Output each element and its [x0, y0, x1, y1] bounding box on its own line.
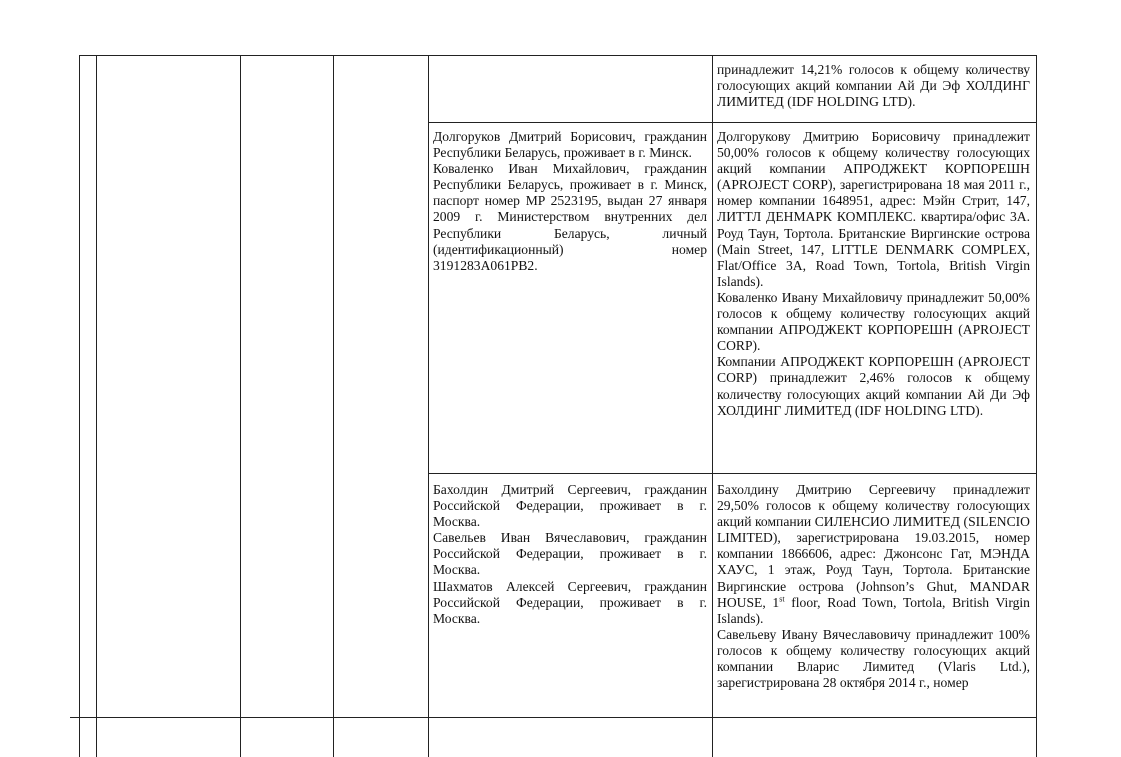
ownership-text: Бахолдину Дмитрию Сергеевичу принадлежит 29,50% голосов к общему количеству голосующих акций компании СИЛЕНСИО ЛИМИТЕД (SILENCIO LIMITED), зарегистрирована 19.03.2015, номер компании 1866606, адрес: Джонсонс Гат, МЭНДА ХАУС, 1 этаж, Роуд Таун, Тортола. Британские Виргинские острова (Johnson’s Ghut, MANDAR HOUSE, 1	[717, 482, 1030, 610]
owners-cell-row-3	[433, 482, 707, 627]
column-line-7	[1036, 55, 1037, 757]
ownership-cell-row-1	[717, 62, 1030, 110]
table-top-border	[79, 55, 1036, 56]
table-bottom-border	[70, 717, 1036, 718]
ownership-paragraph: Компании АПРОДЖЕКТ КОРПОРЕШН (APROJECT CORP) принадлежит 2,46% голосов к общему количеству голосующих акций компании Ай Ди Эф ХОЛДИНГ ЛИМИТЕД (IDF HOLDING LTD).	[717, 354, 1030, 418]
owner-paragraph: Долгоруков Дмитрий Борисович, гражданин Республики Беларусь, проживает в г. Минск.	[433, 129, 707, 161]
column-line-5	[428, 55, 429, 757]
owner-paragraph: Шахматов Алексей Сергеевич, гражданин Российской Федерации, проживает в г. Москва.	[433, 578, 707, 626]
ownership-cell-row-2	[717, 129, 1030, 419]
ownership-paragraph: Коваленко Ивану Михайловичу принадлежит 50,00% голосов к общему количеству голосующих акций компании АПРОДЖЕКТ КОРПОРЕШН (APROJECT CORP).	[717, 289, 1030, 354]
owner-paragraph: Коваленко Иван Михайлович, гражданин Республики Беларусь, проживает в г. Минск, паспорт номер MP 2523195, выдан 27 января 2009 г. Министерством внутренних дел Республики Беларусь, личный (идентификационный) номер 3191283A061PB2.	[433, 161, 707, 273]
owners-cell-row-2	[433, 129, 707, 274]
column-line-6	[712, 55, 713, 757]
column-line-4	[333, 55, 334, 757]
ownership-paragraph: Савельеву Ивану Вячеславовичу принадлежит 100% голосов к общему количеству голосующих акций компании Влaрис Лимитед (Vlaris Ltd.), зарегистрирована 28 октября 2014 г., номер	[717, 626, 1030, 691]
column-line-3	[240, 55, 241, 757]
ownership-cell-row-3	[717, 482, 1030, 691]
column-line-1	[79, 55, 80, 757]
row-divider-2	[428, 473, 1036, 474]
ownership-paragraph: Долгорукову Дмитрию Борисовичу принадлежит 50,00% голосов к общему количеству голосующих акций компании АПРОДЖЕКТ КОРПОРЕШН (APROJECT CORP), зарегистрирована 18 мая 2011 г., номер компании 1648951, адрес: Мэйн Стрит, 147, ЛИТТЛ ДЕНМАРК КОМПЛЕКС. квартира/офис 3А. Роуд Таун, Тортола. Британские Виргинские острова (Main Street, 147, LITTLE DENMARK COMPLEX, Flat/Office 3A, Road Town, Tortola, British Virgin Islands).	[717, 129, 1030, 289]
owner-paragraph: Бахолдин Дмитрий Сергеевич, гражданин Российской Федерации, проживает в г. Москва.	[433, 482, 707, 530]
row-divider-1	[428, 122, 1036, 123]
owner-paragraph: Савельев Иван Вячеславович, гражданин Российской Федерации, проживает в г. Москва.	[433, 530, 707, 578]
ownership-text: floor, Road Town, Tortola, British Virgin Islands).	[717, 594, 1030, 626]
column-line-2	[96, 55, 97, 757]
ownership-paragraph: принадлежит 14,21% голосов к общему количеству голосующих акций компании Ай Ди Эф ХОЛДИНГ ЛИМИТЕД (IDF HOLDING LTD).	[717, 62, 1030, 110]
superscript-ordinal: st	[779, 594, 785, 604]
ownership-paragraph	[717, 482, 1030, 627]
